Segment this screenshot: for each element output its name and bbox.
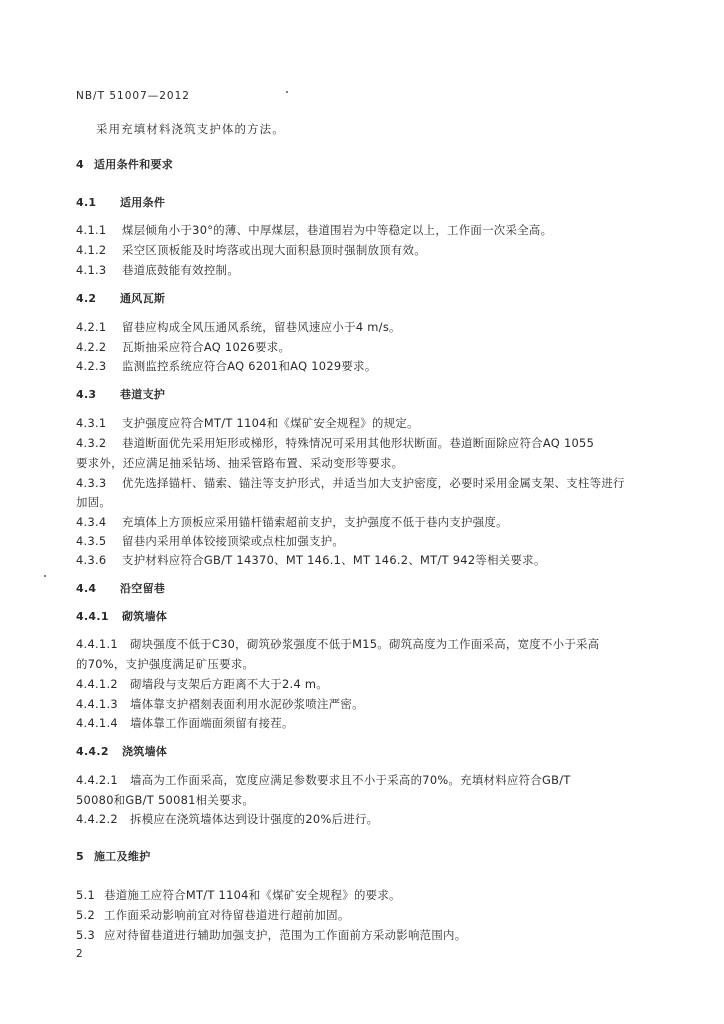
standard-number: NB/T 51007—2012	[76, 90, 190, 102]
page-number: 2	[76, 948, 83, 960]
clause-4-4-2-1-line1: 4.4.2.1 墙高为工作面采高，宽度应满足参数要求且不小于采高的70%。充填材料应符合GB/T	[76, 773, 571, 787]
scan-speck	[44, 575, 46, 577]
intro-line: 采用充填材料浇筑支护体的方法。	[96, 122, 285, 136]
clause-4-3-1: 4.3.1 支护强度应符合MT/T 1104和《煤矿安全规程》的规定。	[76, 416, 419, 430]
section-4-3-heading: 4.3 巷道支护	[76, 388, 166, 401]
clause-4-3-4: 4.3.4 充填体上方顶板应采用锚杆锚索超前支护，支护强度不低于巷内支护强度。	[76, 515, 508, 529]
clause-4-4-1-1-line1: 4.4.1.1 砌块强度不低于C30，砌筑砂浆强度不低于M15。砌筑高度为工作面采高，宽度不小于采高	[76, 637, 600, 651]
clause-4-2-2: 4.2.2 瓦斯抽采应符合AQ 1026要求。	[76, 340, 291, 354]
clause-4-4-1-2: 4.4.1.2 砌墙段与支架后方距离不大于2.4 m。	[76, 677, 329, 691]
clause-4-3-3-line1: 4.3.3 优先选择锚杆、锚索、锚注等支护形式，并适当加大支护密度，必要时采用金属支架、支柱等进行	[76, 476, 625, 490]
scan-speck	[286, 91, 288, 93]
section-4-2-heading: 4.2 通风瓦斯	[76, 292, 166, 305]
clause-4-3-5: 4.3.5 留巷内采用单体铰接顶梁或点柱加强支护。	[76, 534, 345, 548]
section-4-heading: 4 适用条件和要求	[76, 158, 174, 171]
clause-4-2-1: 4.2.1 留巷应构成全风压通风系统，留巷风速应小于4 m/s。	[76, 320, 401, 334]
section-4-1-heading: 4.1 适用条件	[76, 196, 166, 209]
section-5-heading: 5 施工及维护	[76, 850, 151, 863]
clause-4-1-3: 4.1.3 巷道底鼓能有效控制。	[76, 263, 239, 277]
clause-5-1: 5.1 巷道施工应符合MT/T 1104和《煤矿安全规程》的要求。	[76, 888, 401, 902]
clause-4-4-2-1-line2: 50080和GB/T 50081相关要求。	[76, 793, 255, 807]
clause-4-3-3-line2: 加固。	[76, 495, 112, 509]
clause-4-3-6: 4.3.6 支护材料应符合GB/T 14370、MT 146.1、MT 146.2、MT/T 942等相关要求。	[76, 553, 546, 567]
section-4-4-2-heading: 4.4.2 浇筑墙体	[76, 745, 168, 758]
clause-4-2-3: 4.2.3 监测监控系统应符合AQ 6201和AQ 1029要求。	[76, 359, 377, 373]
clause-5-3: 5.3 应对待留巷道进行辅助加强支护，范围为工作面前方采动影响范围内。	[76, 928, 467, 942]
clause-4-4-1-3: 4.4.1.3 墙体靠支护褶刻表面利用水泥砂浆喷注严密。	[76, 697, 364, 711]
clause-4-3-2-line2: 要求外，还应满足抽采钻场、抽采管路布置、采动变形等要求。	[76, 456, 404, 470]
clause-4-4-1-1-line2: 的70%，支护强度满足矿压要求。	[76, 657, 255, 671]
clause-4-4-1-4: 4.4.1.4 墙体靠工作面端面须留有接茬。	[76, 716, 294, 730]
clause-5-2: 5.2 工作面采动影响前宜对待留巷道进行超前加固。	[76, 908, 350, 922]
clause-4-3-2-line1: 4.3.2 巷道断面优先采用矩形或梯形，特殊情况可采用其他形状断面。巷道断面除应符合AQ 1055	[76, 436, 595, 450]
section-4-4-1-heading: 4.4.1 砌筑墙体	[76, 610, 168, 623]
clause-4-4-2-2: 4.4.2.2 拆模应在浇筑墙体达到设计强度的20%后进行。	[76, 812, 379, 826]
clause-4-1-2: 4.1.2 采空区顶板能及时垮落或出现大面积悬顶时强制放顶有效。	[76, 243, 426, 257]
section-4-4-heading: 4.4 沿空留巷	[76, 582, 166, 595]
clause-4-1-1: 4.1.1 煤层倾角小于30°的薄、中厚煤层，巷道围岩为中等稳定以上，工作面一次采全高。	[76, 223, 553, 237]
